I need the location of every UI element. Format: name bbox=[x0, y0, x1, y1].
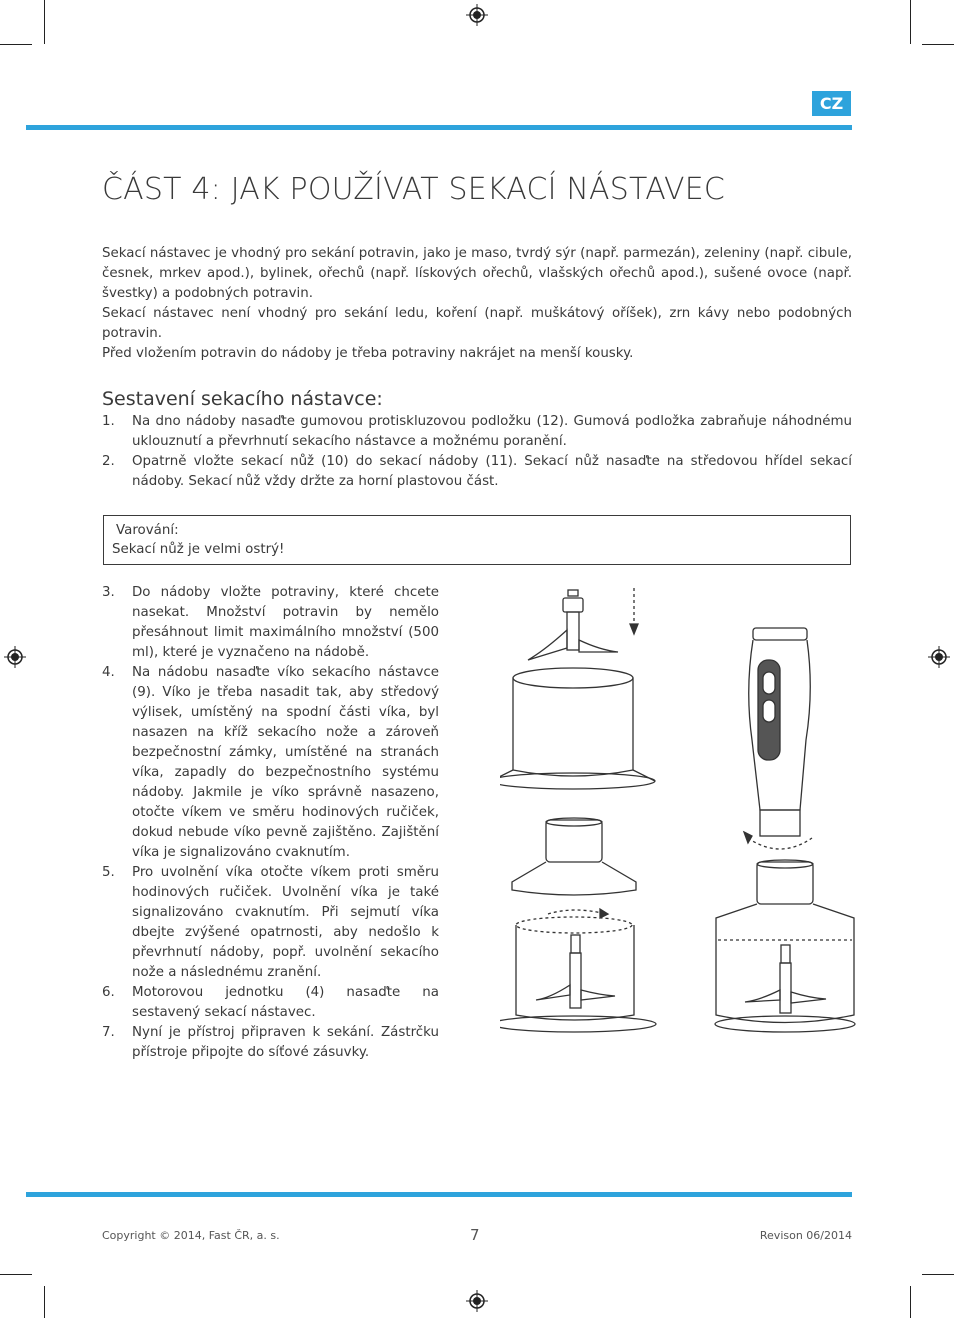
intro-paragraph: Před vložením potravin do nádoby je třeba potraviny nakrájet na menší kousky. bbox=[102, 346, 634, 361]
registration-mark-icon bbox=[928, 646, 950, 668]
usage-steps bbox=[102, 583, 439, 1063]
crop-mark bbox=[922, 1274, 954, 1275]
list-item bbox=[102, 452, 852, 492]
crop-mark bbox=[910, 1286, 911, 1318]
list-item bbox=[102, 983, 439, 1023]
step-number: 5. bbox=[102, 865, 115, 880]
list-item bbox=[102, 412, 852, 452]
warning-box bbox=[103, 515, 851, 565]
arrow-head-icon bbox=[630, 624, 638, 634]
crop-mark bbox=[44, 0, 45, 44]
step-number: 6. bbox=[102, 985, 115, 1000]
list-item bbox=[102, 863, 439, 983]
step-text: Motorovou jednotku (4) nasaďte na sestavený sekací nástavec. bbox=[132, 985, 439, 1020]
registration-mark-icon bbox=[466, 4, 488, 26]
assembly-heading: Sestavení sekacího nástavce: bbox=[102, 388, 383, 410]
bowl-with-lid bbox=[500, 818, 656, 1032]
revision-text: Revison 06/2014 bbox=[759, 1229, 852, 1242]
step-number: 1. bbox=[102, 414, 115, 429]
step-text: Na nádobu nasaďte víko sekacího nástavce (9). Víko je třeba nasadit tak, aby středový výlisek, umístěný na spodní části víka, byl nasazen na kříž sekacího nože a zároveň bezpečnostní zámky, umístěné na stranách víka, zapadly do bezpečnostního systému nádoby. Jakmile je víko správně nasazeno, otočte víkem ve směru hodinových ručiček, dokud nebude víko pevně zajištěno. Zajištění víka je signalizováno cvaknutím. bbox=[132, 665, 439, 860]
rotate-arrow bbox=[748, 838, 812, 849]
crop-mark bbox=[0, 1274, 32, 1275]
page-title: ČÁST 4: JAK POUŽÍVAT SEKACÍ NÁSTAVEC bbox=[102, 172, 726, 207]
list-item bbox=[102, 1023, 439, 1063]
crop-mark bbox=[922, 44, 954, 45]
crop-mark bbox=[910, 0, 911, 44]
list-item bbox=[102, 663, 439, 863]
step-text: Na dno nádoby nasaďte gumovou protiskluzovou podložku (12). Gumová podložka zabraňuje náhodnému uklouznutí a převrhnutí sekacího nástavce a možnému poranění. bbox=[132, 414, 852, 449]
language-badge: CZ bbox=[812, 91, 851, 116]
assembled-chopper bbox=[715, 860, 855, 1032]
crop-mark bbox=[44, 1286, 45, 1318]
arrow-head-icon bbox=[744, 832, 752, 843]
step-text: Pro uvolnění víka otočte víkem proti směru hodinových ručiček. Uvolnění víka je také signalizováno cvaknutím. Při sejmutí víka dbejte zvýšené opatrnosti, aby nedošlo k převrhnutí nádoby, popř. uvolnění sekacího nože a následnému zranění. bbox=[132, 865, 439, 980]
crop-mark bbox=[0, 44, 32, 45]
intro-paragraph: Sekací nástavec není vhodný pro sekání ledu, koření (např. muškátový oříšek), zrn kávy nebo podobných potravin. bbox=[102, 306, 852, 341]
page-number: 7 bbox=[470, 1226, 480, 1244]
step-text: Do nádoby vložte potraviny, které chcete nasekat. Množství potravin by nemělo přesáhnout limit maximálního množství (500 ml), které je vyznačeno na nádobě. bbox=[132, 585, 439, 660]
warning-text: Sekací nůž je velmi ostrý! bbox=[112, 542, 285, 557]
step-text: Opatrně vložte sekací nůž (10) do sekací nádoby (11). Sekací nůž nasaďte na středovou hřídel sekací nádoby. Sekací nůž vždy držte za horní plastovou část. bbox=[132, 454, 852, 489]
registration-mark-icon bbox=[466, 1290, 488, 1312]
step-number: 3. bbox=[102, 585, 115, 600]
intro-paragraph: Sekací nástavec je vhodný pro sekání potravin, jako je maso, tvrdý sýr (např. parmezán), zeleniny (např. cibule, česnek, mrkev apod.), bylinek, ořechů (např. lískových ořechů, vlašských ořechů apod.), sušené ovoce (např. švestky) a podobných potravin. bbox=[102, 246, 852, 301]
assembly-illustration bbox=[500, 580, 860, 1050]
registration-mark-icon bbox=[4, 646, 26, 668]
copyright-text: Copyright © 2014, Fast ČR, a. s. bbox=[102, 1229, 280, 1242]
chopping-bowl bbox=[500, 668, 655, 789]
step-number: 2. bbox=[102, 454, 115, 469]
warning-label: Varování: bbox=[116, 523, 179, 538]
bottom-rule bbox=[26, 1192, 852, 1197]
step-text: Nyní je přístroj připraven k sekání. Zástrčku přístroje připojte do síťové zásuvky. bbox=[132, 1025, 439, 1060]
step-number: 4. bbox=[102, 665, 115, 680]
intro-text bbox=[102, 244, 852, 364]
list-item bbox=[102, 583, 439, 663]
motor-unit bbox=[749, 628, 811, 836]
top-rule bbox=[26, 125, 852, 130]
step-number: 7. bbox=[102, 1025, 115, 1040]
chopping-knife bbox=[528, 590, 618, 660]
assembly-steps bbox=[102, 412, 852, 492]
